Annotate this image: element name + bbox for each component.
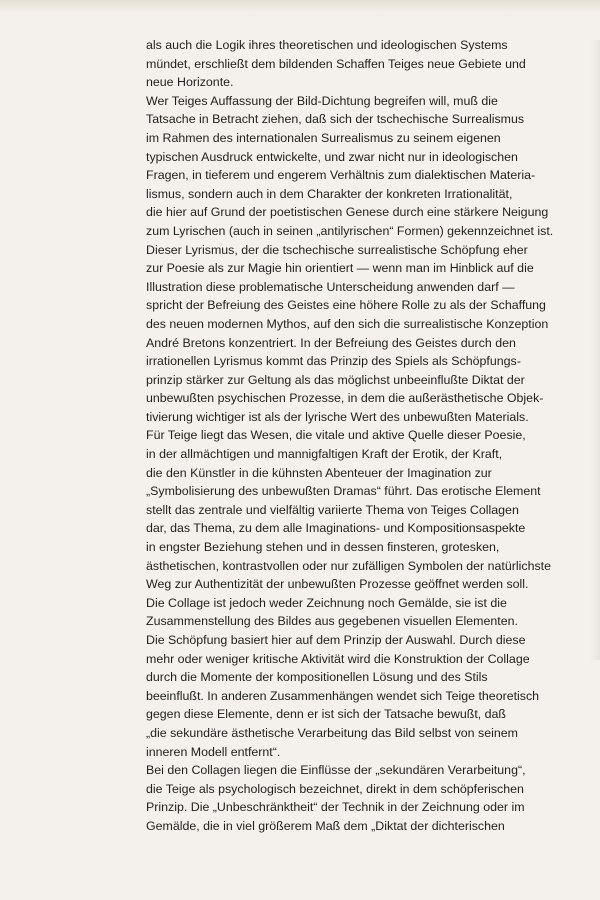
text-line: Fragen, in tieferem und engerem Verhältnis zum dialektischen Materia- (146, 168, 536, 183)
text-line: Dieser Lyrismus, der die tschechische surrealistische Schöpfung eher (146, 242, 528, 257)
text-line: lismus, sondern auch in dem Charakter der konkreten Irrationalität, (146, 186, 513, 201)
text-line: die Teige als psychologisch bezeichnet, direkt in dem schöpferischen (146, 781, 524, 796)
text-line: dar, das Thema, zu dem alle Imaginations- und Kompositionsaspekte (146, 521, 526, 536)
text-line: als auch die Logik ihres theoretischen und ideologischen Systems (146, 38, 508, 52)
text-line: inneren Modell entfernt“. (146, 744, 281, 759)
text-line: stellt das zentrale und vielfältig variierte Thema von Teiges Collagen (146, 502, 519, 517)
text-line: irrationellen Lyrismus kommt das Prinzip des Spiels als Schöpfungs- (146, 354, 521, 369)
text-line: mehr oder weniger kritische Aktivität wird die Konstruktion der Collage (146, 651, 530, 666)
text-line: Gemälde, die in viel größerem Maß dem „Diktat der dichterischen (146, 818, 505, 833)
text-line: die den Künstler in die kühnsten Abenteuer der Imagination zur (146, 465, 492, 480)
text-line: Die Schöpfung basiert hier auf dem Prinzip der Auswahl. Durch diese (146, 633, 526, 647)
text-line: beeinflußt. In anderen Zusammenhängen wendet sich Teige theoretisch (146, 688, 540, 703)
text-line: Illustration diese problematische Unterscheidung anwenden darf — (146, 279, 515, 294)
text-line: Wer Teiges Auffassung der Bild-Dichtung begreifen will, muß die (146, 93, 498, 108)
text-line: ästhetischen, kontrastvollen oder nur zufälligen Symbolen der natürlichste (146, 558, 551, 573)
text-line: Weg zur Authentizität der unbewußten Prozesse geöffnet werden soll. (146, 577, 529, 592)
text-line: im Rahmen des internationalen Surrealismus zu seinem eigenen (146, 130, 501, 145)
text-line: neue Horizonte. (146, 75, 234, 90)
text-line: „Symbolisierung des unbewußten Dramas“ führt. Das erotische Element (146, 484, 541, 499)
text-line: in der allmächtigen und mannigfaltigen Kraft der Erotik, der Kraft, (146, 447, 503, 462)
text-line: André Bretons konzentriert. In der Befreiung des Geistes durch den (146, 335, 516, 350)
text-line: Zusammenstellung des Bildes aus gegebenen visuellen Elementen. (146, 614, 518, 629)
text-line: in engster Beziehung stehen und in dessen finsteren, grotesken, (146, 540, 500, 555)
text-line: tivierung wichtiger ist als der lyrische Wert des unbewußten Materials. (146, 409, 529, 424)
page-top-edge (0, 0, 600, 14)
text-line: typischen Ausdruck entwickelte, und zwar nicht nur in ideologischen (146, 149, 518, 164)
text-line: Prinzip. Die „Unbeschränktheit“ der Technik in der Zeichnung oder im (146, 800, 525, 815)
text-line: Für Teige liegt das Wesen, die vitale und aktive Quelle dieser Poesie, (146, 428, 526, 443)
text-line: unbewußten psychischen Prozesse, in dem die außerästhetische Objek- (146, 391, 544, 406)
text-line: des neuen modernen Mythos, auf den sich die surrealistische Konzeption (146, 316, 549, 331)
text-line: zum Lyrischen (auch in seinen „antilyrischen“ Formen) gekennzeichnet ist. (146, 223, 554, 238)
page-edge-shadow (590, 40, 600, 660)
text-line: prinzip stärker zur Geltung als das möglichst unbeeinflußte Diktat der (146, 372, 525, 387)
text-line: Die Collage ist jedoch weder Zeichnung noch Gemälde, sie ist die (146, 595, 507, 610)
text-line: durch die Momente der kompositionellen Lösung und des Stils (146, 670, 488, 685)
text-line: gegen diese Elemente, denn er ist sich der Tatsache bewußt, daß (146, 707, 506, 722)
text-line: Tatsache in Betracht ziehen, daß sich der tschechische Surrealismus (146, 112, 525, 127)
text-line: „die sekundäre ästhetische Verarbeitung das Bild selbst von seinem (146, 725, 518, 740)
text-line: mündet, erschließt dem bildenden Schaffen Teiges neue Gebiete und (146, 56, 526, 71)
body-text (146, 36, 586, 836)
text-line: die hier auf Grund der poetistischen Genese durch eine stärkere Neigung (146, 205, 549, 220)
text-line: zur Poesie als zur Magie hin orientiert — wenn man im Hinblick auf die (146, 261, 534, 276)
text-line: spricht der Befreiung des Geistes eine höhere Rolle zu als der Schaffung (146, 298, 546, 313)
text-line: Bei den Collagen liegen die Einflüsse der „sekundären Verarbeitung“, (146, 763, 526, 778)
